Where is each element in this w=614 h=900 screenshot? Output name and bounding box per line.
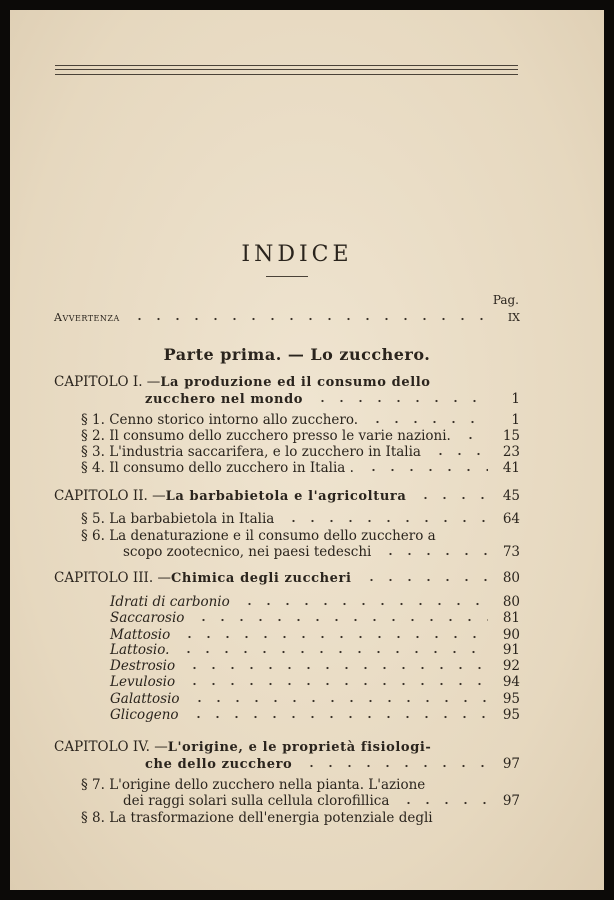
toc-entry (110, 707, 520, 724)
page-number: 45 (502, 488, 520, 504)
dot-leader (130, 311, 488, 321)
page-number: 41 (502, 460, 520, 476)
entry-title: Lattosio. (110, 642, 170, 658)
entry-title: Destrosio (110, 658, 176, 674)
entry-title: L'origine, e le proprietà fisiologi- (167, 740, 432, 755)
entry-title: Glicogeno (110, 707, 179, 723)
part-title: Parte prima. — Lo zucchero. (163, 345, 431, 364)
page-number: 95 (502, 707, 520, 723)
entry-title: Avvertenza (54, 311, 120, 324)
dot-leader (441, 741, 488, 751)
entry-title: § 2. Il consumo dello zucchero presso le varie nazioni. (81, 428, 451, 444)
entry-title: § 5. La barbabietola in Italia (81, 511, 275, 527)
dot-leader (441, 376, 488, 386)
page-title: INDICE (241, 242, 353, 267)
toc-entry (145, 391, 520, 408)
toc-entry (123, 793, 520, 810)
chapter-number: CAPITOLO II. — (54, 488, 166, 504)
page-number: 92 (502, 658, 520, 674)
entry-title: Idrati di carbonio (110, 594, 230, 610)
dot-leader (180, 629, 488, 639)
dot-leader (240, 596, 488, 606)
dot-leader (185, 676, 488, 686)
toc-entry (81, 428, 520, 445)
dot-leader (435, 779, 488, 789)
dot-leader (399, 795, 488, 805)
entry-title: Mattosio (110, 627, 171, 643)
page-number: 73 (502, 544, 520, 560)
dot-leader (302, 758, 488, 768)
dot-leader (461, 430, 488, 440)
dot-leader (189, 709, 488, 719)
entry-title: scopo zootecnico, nei paesi tedeschi (123, 544, 372, 560)
toc-entry (54, 309, 520, 326)
page-number: 95 (502, 691, 520, 707)
toc-entry (81, 777, 520, 794)
page-number: 94 (502, 674, 520, 690)
entry-title: dei raggi solari sulla cellula clorofillica (123, 793, 390, 809)
dot-leader (194, 612, 488, 622)
toc-entry (54, 739, 520, 756)
book-page (10, 10, 604, 890)
header-rule (55, 69, 518, 70)
toc-entry (81, 460, 520, 477)
title-underline (266, 276, 308, 277)
page-number: 1 (511, 412, 520, 428)
entry-title: Levulosio (110, 674, 176, 690)
entry-title: La produzione ed il consumo dello (160, 375, 431, 390)
entry-title: Galattosio (110, 691, 180, 707)
toc-entry (81, 528, 520, 545)
toc-entry (110, 674, 520, 691)
chapter-number: CAPITOLO III. — (54, 570, 171, 586)
dot-leader (185, 660, 488, 670)
dot-leader (381, 546, 488, 556)
toc-entry (54, 374, 520, 391)
page-number: 80 (502, 594, 520, 610)
dot-leader (416, 490, 488, 500)
entry-title: § 7. L'origine dello zucchero nella pianta. L'azione (81, 777, 426, 793)
page-number: 97 (502, 793, 520, 809)
toc-entry (110, 658, 520, 675)
toc-entry (110, 610, 520, 627)
toc-entry (110, 642, 520, 659)
toc-entry (123, 544, 520, 561)
dot-leader (284, 513, 488, 523)
toc-entry (110, 691, 520, 708)
entry-title: zucchero nel mondo (145, 392, 304, 407)
entry-title: La barbabietola e l'agricoltura (165, 489, 407, 504)
toc-entry (110, 594, 520, 611)
dot-leader (364, 462, 488, 472)
page-number: 15 (502, 428, 520, 444)
chapter-number: CAPITOLO I. — (54, 374, 161, 390)
dot-leader (190, 693, 488, 703)
entry-title: § 3. L'industria saccarifera, e lo zucchero in Italia (81, 444, 421, 460)
chapter-number: CAPITOLO IV. — (54, 739, 168, 755)
page-number: 97 (502, 756, 520, 772)
toc-entry (81, 444, 520, 461)
entry-title: che dello zucchero (145, 757, 293, 772)
toc-entry (81, 412, 520, 429)
header-rule (55, 65, 518, 66)
page-number: 90 (502, 627, 520, 643)
toc-entry (81, 511, 520, 528)
entry-title: Chimica degli zuccheri (170, 571, 352, 586)
page-number: 1 (511, 391, 520, 407)
page-number: 23 (502, 444, 520, 460)
header-rule (55, 74, 518, 75)
dot-leader (179, 644, 488, 654)
page-number: 64 (502, 511, 520, 527)
dot-leader (368, 414, 488, 424)
dot-leader (443, 812, 488, 822)
entry-title: § 4. Il consumo dello zucchero in Italia . (81, 460, 354, 476)
page-number: 81 (502, 610, 520, 626)
page-number: IX (507, 311, 520, 324)
dot-leader (362, 572, 488, 582)
dot-leader (431, 446, 488, 456)
page-number: 80 (502, 570, 520, 586)
toc-entry (54, 570, 520, 587)
page-number: 91 (502, 642, 520, 658)
toc-entry (145, 756, 520, 773)
entry-title: § 6. La denaturazione e il consumo dello zucchero a (81, 528, 436, 544)
toc-entry (54, 488, 520, 505)
entry-title: Saccarosio (110, 610, 185, 626)
dot-leader (313, 393, 488, 403)
dot-leader (446, 530, 488, 540)
entry-title: § 8. La trasformazione dell'energia potenziale degli (81, 810, 433, 826)
entry-title: § 1. Cenno storico intorno allo zucchero. (81, 412, 359, 428)
toc-entry (81, 810, 520, 827)
page-column-label: Pag. (492, 293, 519, 307)
